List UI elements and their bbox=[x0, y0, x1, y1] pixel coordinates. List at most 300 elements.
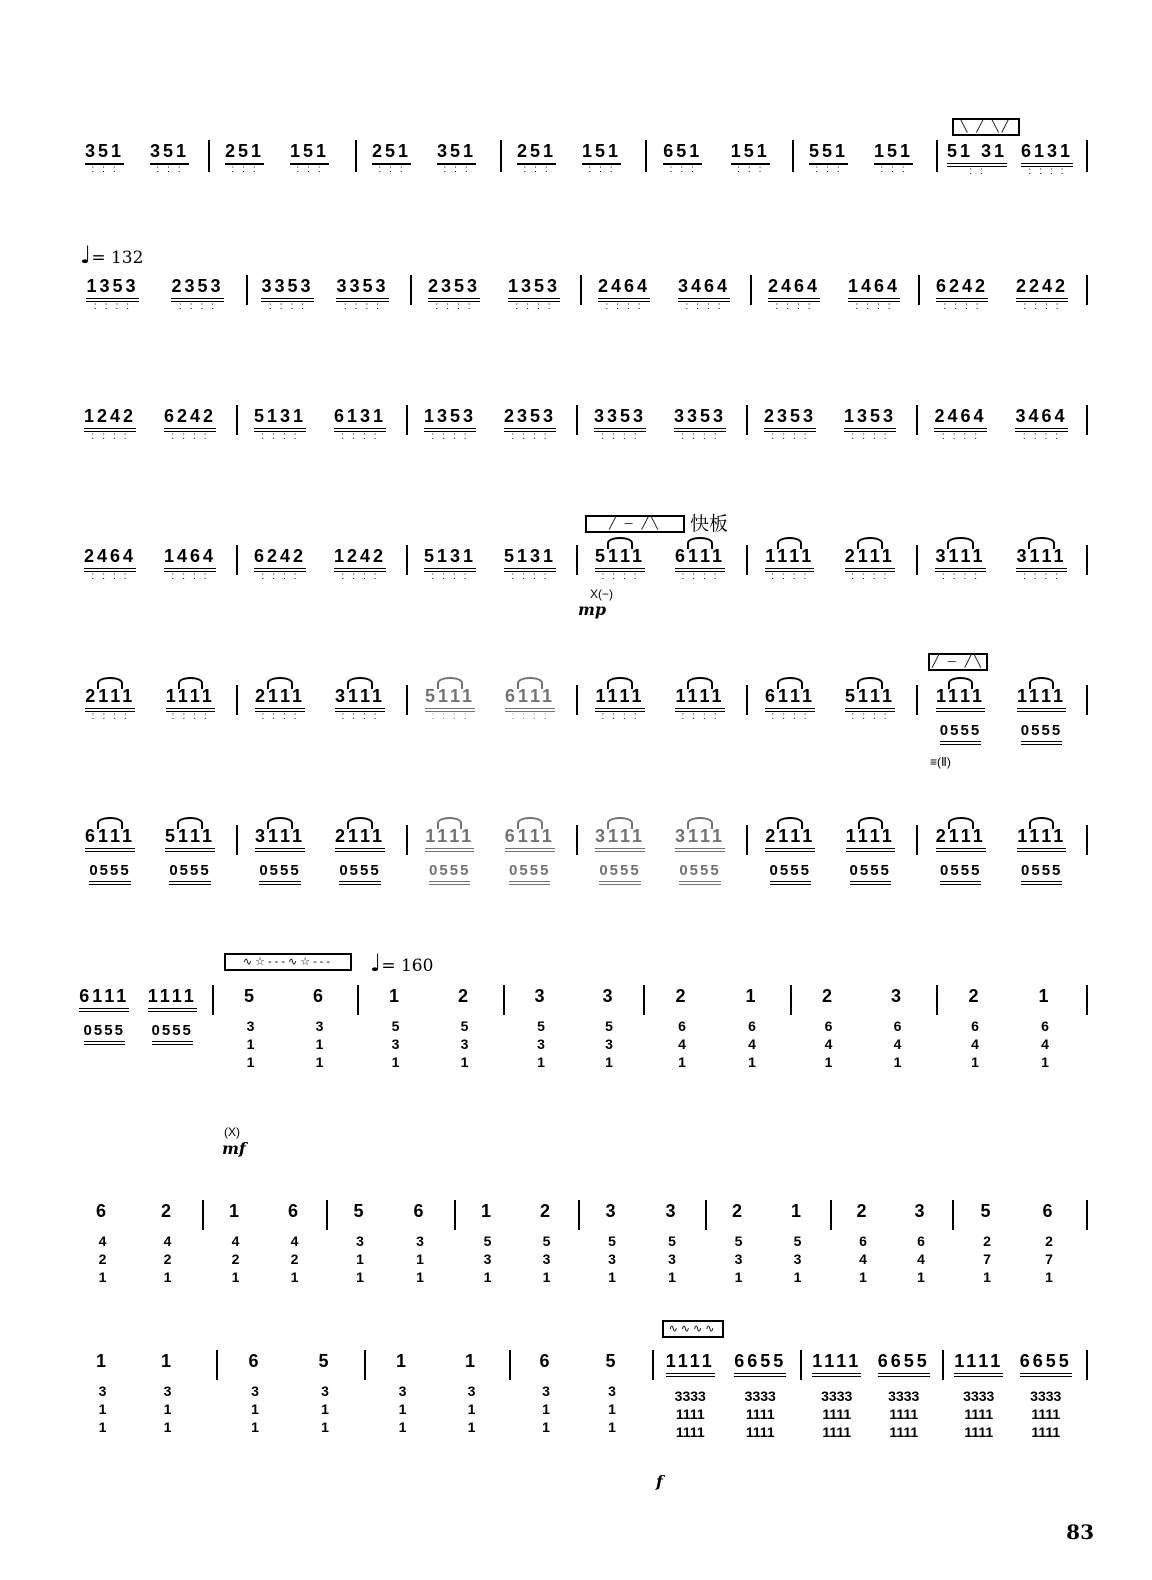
note-group: 2111 bbox=[85, 685, 135, 712]
note-group: 151 bbox=[731, 140, 770, 165]
chord: 3 1 1 bbox=[416, 1233, 424, 1285]
barline bbox=[576, 685, 578, 715]
barline bbox=[578, 1200, 580, 1230]
measure: 6242 :::: 2242 :::: bbox=[935, 276, 1069, 312]
dynamic-marking: mp bbox=[578, 600, 607, 619]
barline bbox=[746, 405, 748, 435]
barline bbox=[916, 405, 918, 435]
measure: 3353 :::: 3353 :::: bbox=[593, 406, 727, 442]
note-group: 3111 bbox=[935, 545, 985, 572]
chord: 5 3 1 bbox=[537, 1018, 545, 1070]
note-group: 6242 bbox=[254, 545, 306, 572]
measure: 1111 :::: 2111 :::: bbox=[765, 546, 895, 582]
measure bbox=[240, 825, 400, 905]
note-group: 1111 bbox=[666, 1350, 715, 1377]
tempo-marking: ♩= 132 bbox=[80, 241, 144, 269]
note: 5 bbox=[243, 986, 257, 1006]
chord: 5 3 1 bbox=[460, 1018, 469, 1070]
note-group: 2111 bbox=[765, 825, 815, 852]
measure bbox=[70, 1200, 200, 1300]
note: 1 bbox=[790, 1201, 804, 1221]
technique-marking-box: ╱ ─ ╱╲ bbox=[585, 515, 685, 533]
note: 5 bbox=[353, 1201, 367, 1221]
measure bbox=[220, 1350, 360, 1500]
note-group: 1111 bbox=[765, 545, 814, 572]
measure bbox=[70, 825, 230, 905]
note-group: 6242 bbox=[164, 405, 216, 432]
note-group: 6111 bbox=[79, 985, 129, 1012]
note-group: 1242 bbox=[334, 545, 386, 572]
note-group: 6111 bbox=[675, 545, 725, 572]
note-group: 251 bbox=[372, 140, 411, 165]
score-system-1 bbox=[0, 121, 1152, 200]
note-group: 2353 bbox=[171, 275, 223, 302]
measure: 251 ::: 151 ::: bbox=[224, 141, 330, 175]
barline bbox=[236, 405, 238, 435]
measure: 351 ::: 351 ::: bbox=[84, 141, 190, 175]
barline bbox=[509, 1350, 511, 1380]
measure: 6111 :::: 5111 :::: bbox=[764, 686, 896, 722]
measure: 2111 :::: 3111 :::: bbox=[254, 686, 386, 722]
note-group: 5131 bbox=[254, 405, 306, 432]
note: 5 bbox=[605, 1351, 619, 1371]
score-system-3 bbox=[0, 405, 1152, 455]
barline bbox=[830, 1200, 832, 1230]
accompaniment-group: 0555 bbox=[940, 722, 981, 745]
fingering-mark: ≡(Ⅱ) bbox=[930, 755, 951, 769]
measure bbox=[70, 985, 206, 1155]
note: 6 bbox=[413, 1201, 427, 1221]
note-group: 551 bbox=[809, 140, 848, 165]
chord: 3333 1111 1111 bbox=[963, 1388, 995, 1440]
note-group: 151 bbox=[290, 140, 329, 165]
accompaniment-group: 0555 bbox=[89, 862, 130, 885]
note: 2 bbox=[539, 1201, 553, 1221]
note-group: 5111 bbox=[425, 685, 475, 712]
chord: 3 1 1 bbox=[98, 1383, 107, 1435]
note: 2 bbox=[457, 986, 471, 1006]
accompaniment-group: 0555 bbox=[259, 862, 300, 885]
note: 6 bbox=[287, 1201, 301, 1221]
chord: 3 1 1 bbox=[315, 1018, 324, 1070]
measure bbox=[70, 1350, 200, 1500]
barline bbox=[576, 825, 578, 855]
note: 3 bbox=[914, 1201, 928, 1221]
note-group: 6131 bbox=[1021, 140, 1073, 167]
chord: 3 1 1 bbox=[398, 1383, 407, 1435]
note-group: 2353 bbox=[764, 405, 816, 432]
note-group: 3111 bbox=[595, 825, 645, 852]
measure: 2464 :::: 1464 :::: bbox=[767, 276, 901, 312]
measure bbox=[410, 825, 570, 905]
barline bbox=[500, 140, 502, 172]
note-group: 3464 bbox=[678, 275, 730, 302]
barline bbox=[800, 1350, 802, 1380]
barline bbox=[503, 985, 505, 1015]
measure bbox=[361, 985, 499, 1155]
chord: 3333 1111 1111 bbox=[744, 1388, 776, 1440]
dynamic-marking: mf bbox=[222, 1139, 246, 1158]
note-group: 6111 bbox=[765, 685, 815, 712]
barline bbox=[918, 275, 920, 305]
barline bbox=[705, 1200, 707, 1230]
measure bbox=[920, 685, 1082, 775]
barline bbox=[652, 1350, 654, 1380]
note-group: 1353 bbox=[844, 405, 896, 432]
note: 2 bbox=[160, 1201, 174, 1221]
dynamic-marking: f bbox=[656, 1472, 663, 1491]
barline bbox=[1086, 1350, 1088, 1380]
measure bbox=[946, 1350, 1080, 1500]
note-group: 2111 bbox=[255, 685, 305, 712]
barline bbox=[355, 140, 357, 172]
note: 1 bbox=[395, 1351, 409, 1371]
note-group: 5111 bbox=[845, 685, 895, 712]
note-group: 3111 bbox=[675, 825, 725, 852]
note-group: 3111 bbox=[255, 825, 305, 852]
barline bbox=[1086, 825, 1088, 855]
barline bbox=[746, 545, 748, 575]
accompaniment-group: 0555 bbox=[152, 1022, 193, 1045]
score-system-9 bbox=[0, 1323, 1152, 1500]
note: 2 bbox=[856, 1201, 870, 1221]
score-system-8 bbox=[0, 1200, 1152, 1300]
note: 6 bbox=[312, 986, 326, 1006]
note-group: 1111 bbox=[846, 825, 895, 852]
barline bbox=[580, 275, 582, 305]
chord: 2 7 1 bbox=[983, 1233, 991, 1285]
accompaniment-group: 0555 bbox=[169, 862, 210, 885]
chord: 5 3 1 bbox=[793, 1233, 802, 1285]
measure bbox=[216, 985, 354, 1155]
chord: 6 4 1 bbox=[859, 1233, 867, 1285]
chord: 3 1 1 bbox=[251, 1383, 259, 1435]
score-system-2 bbox=[0, 241, 1152, 325]
note-group: 151 bbox=[582, 140, 621, 165]
note-group: 1464 bbox=[164, 545, 216, 572]
measure bbox=[804, 1350, 938, 1500]
measure: 2464 :::: 3464 :::: bbox=[597, 276, 731, 312]
barline bbox=[643, 985, 645, 1015]
note-group: 1111 bbox=[1017, 685, 1066, 712]
note-group: 6131 bbox=[334, 405, 386, 432]
barline bbox=[236, 825, 238, 855]
barline bbox=[208, 140, 210, 172]
chord: 5 3 1 bbox=[608, 1233, 616, 1285]
measure bbox=[794, 985, 932, 1155]
barline bbox=[645, 140, 647, 172]
barline bbox=[406, 825, 408, 855]
chord: 2 7 1 bbox=[1045, 1233, 1053, 1285]
note-group: 6655 bbox=[734, 1350, 786, 1377]
note-group: 1111 bbox=[148, 985, 197, 1012]
note-group: 3464 bbox=[1015, 405, 1067, 432]
barline bbox=[916, 685, 918, 715]
note-group: 6242 bbox=[936, 275, 988, 302]
barline bbox=[942, 1350, 944, 1380]
measure: 251 ::: 151 ::: bbox=[516, 141, 622, 175]
measure: 551 ::: 151 ::: bbox=[808, 141, 914, 175]
barline bbox=[406, 405, 408, 435]
note-group: 2464 bbox=[768, 275, 820, 302]
chord: 4 2 1 bbox=[163, 1233, 172, 1285]
chord: 5 3 1 bbox=[483, 1233, 492, 1285]
accompaniment-group: 0555 bbox=[1021, 862, 1062, 885]
measure: 5111 :::: 6111 :::: bbox=[594, 546, 726, 582]
note: 1 bbox=[95, 1351, 109, 1371]
note-group: 2464 bbox=[84, 545, 136, 572]
measure bbox=[458, 1200, 576, 1300]
measure bbox=[647, 985, 787, 1155]
note-group: 5131 bbox=[504, 545, 556, 572]
measure: 251 ::: 351 ::: bbox=[371, 141, 477, 175]
note: 6 bbox=[95, 1201, 109, 1221]
accompaniment-group: 0555 bbox=[509, 862, 550, 885]
chord: 3 1 1 bbox=[608, 1383, 616, 1435]
chord: 6 4 1 bbox=[1041, 1018, 1049, 1070]
note: 1 bbox=[464, 1351, 478, 1371]
note-group: 1242 bbox=[84, 405, 136, 432]
note-group: 5131 bbox=[424, 545, 476, 572]
chord: 3333 1111 1111 bbox=[888, 1388, 920, 1440]
measure bbox=[507, 985, 643, 1155]
barline bbox=[1086, 685, 1088, 715]
accompaniment-group: 0555 bbox=[770, 862, 811, 885]
barline bbox=[364, 1350, 366, 1380]
barline bbox=[750, 275, 752, 305]
measure bbox=[940, 985, 1080, 1155]
note: 3 bbox=[605, 1201, 619, 1221]
note-group: 1111 bbox=[595, 685, 644, 712]
technique-marking-box: ╲ ╱ ╲╱ bbox=[952, 118, 1020, 136]
note: 1 bbox=[160, 1351, 174, 1371]
barline bbox=[1086, 985, 1088, 1015]
chord: 6 4 1 bbox=[917, 1233, 925, 1285]
barline bbox=[1086, 1200, 1088, 1230]
technique-marking-box: ∿∿∿∿ bbox=[662, 1320, 724, 1338]
accompaniment-group: 0555 bbox=[429, 862, 470, 885]
note-group: 2111 bbox=[936, 825, 986, 852]
chord: 6 4 1 bbox=[824, 1018, 833, 1070]
technique-marking-box: ∿☆---∿☆--- bbox=[224, 953, 352, 971]
score-system-5 bbox=[0, 656, 1152, 775]
note-group: 6111 bbox=[505, 685, 555, 712]
note: 5 bbox=[980, 1201, 994, 1221]
barline bbox=[246, 275, 248, 305]
note-group: 1111 bbox=[954, 1350, 1003, 1377]
note-group: 3111 bbox=[1016, 545, 1066, 572]
measure: 1353 :::: 2353 :::: bbox=[86, 276, 224, 312]
note-group: 1353 bbox=[508, 275, 560, 302]
measure bbox=[580, 825, 740, 905]
chord: 3 1 1 bbox=[321, 1383, 329, 1435]
accompaniment-group: 0555 bbox=[850, 862, 891, 885]
measure: 6242 :::: 1242 :::: bbox=[253, 546, 387, 582]
note-group: 5111 bbox=[595, 545, 645, 572]
chord: 6 4 1 bbox=[971, 1018, 979, 1070]
note-group: 1111 bbox=[812, 1350, 861, 1377]
accompaniment-group: 0555 bbox=[84, 1022, 125, 1045]
note: 1 bbox=[745, 986, 759, 1006]
note: 1 bbox=[388, 986, 402, 1006]
barline bbox=[576, 405, 578, 435]
barline bbox=[746, 685, 748, 715]
measure: 5111 :::: 6111 :::: bbox=[424, 686, 556, 722]
tempo-marking: ♩= 160 bbox=[370, 949, 434, 977]
note-group: 1464 bbox=[848, 275, 900, 302]
chord: 3 1 1 bbox=[163, 1383, 172, 1435]
note-group: 6111 bbox=[505, 825, 555, 852]
chord: 3 1 1 bbox=[542, 1383, 550, 1435]
barline bbox=[746, 825, 748, 855]
note-group: 6655 bbox=[878, 1350, 930, 1377]
note-group: 251 bbox=[225, 140, 264, 165]
measure: 3111 :::: 3111 :::: bbox=[935, 546, 1067, 582]
note-group: 51 31 bbox=[947, 140, 1007, 167]
accompaniment-group: 0555 bbox=[1021, 722, 1062, 745]
note-group: 3353 bbox=[674, 405, 726, 432]
note-group: 151 bbox=[874, 140, 913, 165]
fingering-mark: X(−) bbox=[590, 587, 614, 601]
accompaniment-group: 0555 bbox=[679, 862, 720, 885]
chord: 3 1 1 bbox=[246, 1018, 255, 1070]
chord: 3 1 1 bbox=[356, 1233, 364, 1285]
note-group: 1353 bbox=[86, 275, 138, 302]
barline bbox=[406, 545, 408, 575]
technique-marking-box: ╱ ─ ╱╲ bbox=[928, 653, 988, 671]
note-group: 651 bbox=[663, 140, 702, 165]
note-group: 1111 bbox=[936, 685, 985, 712]
barline bbox=[410, 275, 412, 305]
barline bbox=[952, 1200, 954, 1230]
note: 1 bbox=[228, 1201, 242, 1221]
measure: 2353 :::: 1353 :::: bbox=[427, 276, 561, 312]
measure bbox=[956, 1200, 1080, 1300]
quarter-note-icon: ♩ bbox=[80, 241, 92, 269]
note: 3 bbox=[665, 1201, 679, 1221]
score-system-4 bbox=[0, 513, 1152, 625]
chord: 4 2 1 bbox=[98, 1233, 107, 1285]
note: 1 bbox=[1038, 986, 1052, 1006]
chord: 3333 1111 1111 bbox=[674, 1388, 706, 1440]
note: 2 bbox=[675, 986, 689, 1006]
measure: 1353 :::: 2353 :::: bbox=[423, 406, 557, 442]
measure: 5131 :::: 5131 :::: bbox=[423, 546, 557, 582]
note-group: 3111 bbox=[335, 685, 385, 712]
note-group: 3353 bbox=[594, 405, 646, 432]
note: 5 bbox=[318, 1351, 332, 1371]
note: 6 bbox=[1042, 1201, 1056, 1221]
note-group: 5111 bbox=[165, 825, 215, 852]
note-group: 2353 bbox=[504, 405, 556, 432]
score-system-6 bbox=[0, 825, 1152, 905]
accompaniment-group: 0555 bbox=[940, 862, 981, 885]
note-group: 2353 bbox=[428, 275, 480, 302]
measure bbox=[920, 825, 1082, 905]
barline bbox=[216, 1350, 218, 1380]
barline bbox=[202, 1200, 204, 1230]
note: 3 bbox=[534, 986, 548, 1006]
chord: 6 4 1 bbox=[748, 1018, 756, 1070]
note-group: 1111 bbox=[675, 685, 724, 712]
measure bbox=[582, 1200, 702, 1300]
barline bbox=[1086, 405, 1088, 435]
quarter-note-icon: ♩ bbox=[370, 949, 382, 977]
measure bbox=[330, 1200, 450, 1300]
note: 2 bbox=[821, 986, 835, 1006]
chord: 3333 1111 1111 bbox=[1030, 1388, 1062, 1440]
note-group: 351 bbox=[85, 140, 124, 165]
measure: 3353 :::: 3353 :::: bbox=[261, 276, 389, 312]
measure bbox=[513, 1350, 645, 1500]
note: 6 bbox=[248, 1351, 262, 1371]
chord: 5 3 1 bbox=[668, 1233, 676, 1285]
barline bbox=[212, 985, 214, 1015]
chord: 5 3 1 bbox=[542, 1233, 551, 1285]
accompaniment-group: 0555 bbox=[599, 862, 640, 885]
note-group: 351 bbox=[150, 140, 189, 165]
fingering-mark: (X) bbox=[224, 1125, 240, 1139]
note-group: 1353 bbox=[424, 405, 476, 432]
barline bbox=[936, 985, 938, 1015]
note-group: 1111 bbox=[425, 825, 474, 852]
measure bbox=[709, 1200, 827, 1300]
measure: 2464 :::: 3464 :::: bbox=[934, 406, 1068, 442]
chord: 6 4 1 bbox=[893, 1018, 902, 1070]
barline bbox=[236, 545, 238, 575]
barline bbox=[357, 985, 359, 1015]
barline bbox=[1086, 545, 1088, 575]
barline bbox=[790, 985, 792, 1015]
note-group: 2464 bbox=[934, 405, 986, 432]
note-group: 2242 bbox=[1016, 275, 1068, 302]
chord: 4 2 1 bbox=[231, 1233, 240, 1285]
barline bbox=[406, 685, 408, 715]
note-group: 1111 bbox=[166, 685, 215, 712]
note-group: 6111 bbox=[85, 825, 135, 852]
chord: 6 4 1 bbox=[678, 1018, 686, 1070]
barline bbox=[936, 140, 938, 172]
note: 3 bbox=[890, 986, 904, 1006]
accompaniment-group: 0555 bbox=[339, 862, 380, 885]
note-group: 3353 bbox=[261, 275, 313, 302]
barline bbox=[326, 1200, 328, 1230]
chord: 4 2 1 bbox=[290, 1233, 299, 1285]
measure bbox=[368, 1350, 506, 1500]
barline bbox=[454, 1200, 456, 1230]
measure: 5131 :::: 6131 :::: bbox=[253, 406, 387, 442]
note: 3 bbox=[602, 986, 616, 1006]
measure bbox=[750, 825, 910, 905]
chord: 5 3 1 bbox=[391, 1018, 400, 1070]
measure: 2111 :::: 1111 :::: bbox=[85, 686, 215, 722]
note-group: 3353 bbox=[336, 275, 388, 302]
note-group: 1111 bbox=[1017, 825, 1066, 852]
measure: 51 31 :: 6131 :::: bbox=[946, 141, 1074, 177]
measure: 2353 :::: 1353 :::: bbox=[763, 406, 897, 442]
barline bbox=[916, 545, 918, 575]
note: 6 bbox=[539, 1351, 553, 1371]
measure bbox=[834, 1200, 950, 1300]
page-number: 83 bbox=[1066, 1520, 1094, 1544]
measure: 651 ::: 151 ::: bbox=[663, 141, 770, 175]
barline bbox=[1086, 275, 1088, 305]
chord: 3333 1111 1111 bbox=[821, 1388, 853, 1440]
chord: 5 3 1 bbox=[605, 1018, 613, 1070]
note-group: 2111 bbox=[845, 545, 895, 572]
measure: 1242 :::: 6242 :::: bbox=[83, 406, 217, 442]
note-group: 6655 bbox=[1020, 1350, 1072, 1377]
